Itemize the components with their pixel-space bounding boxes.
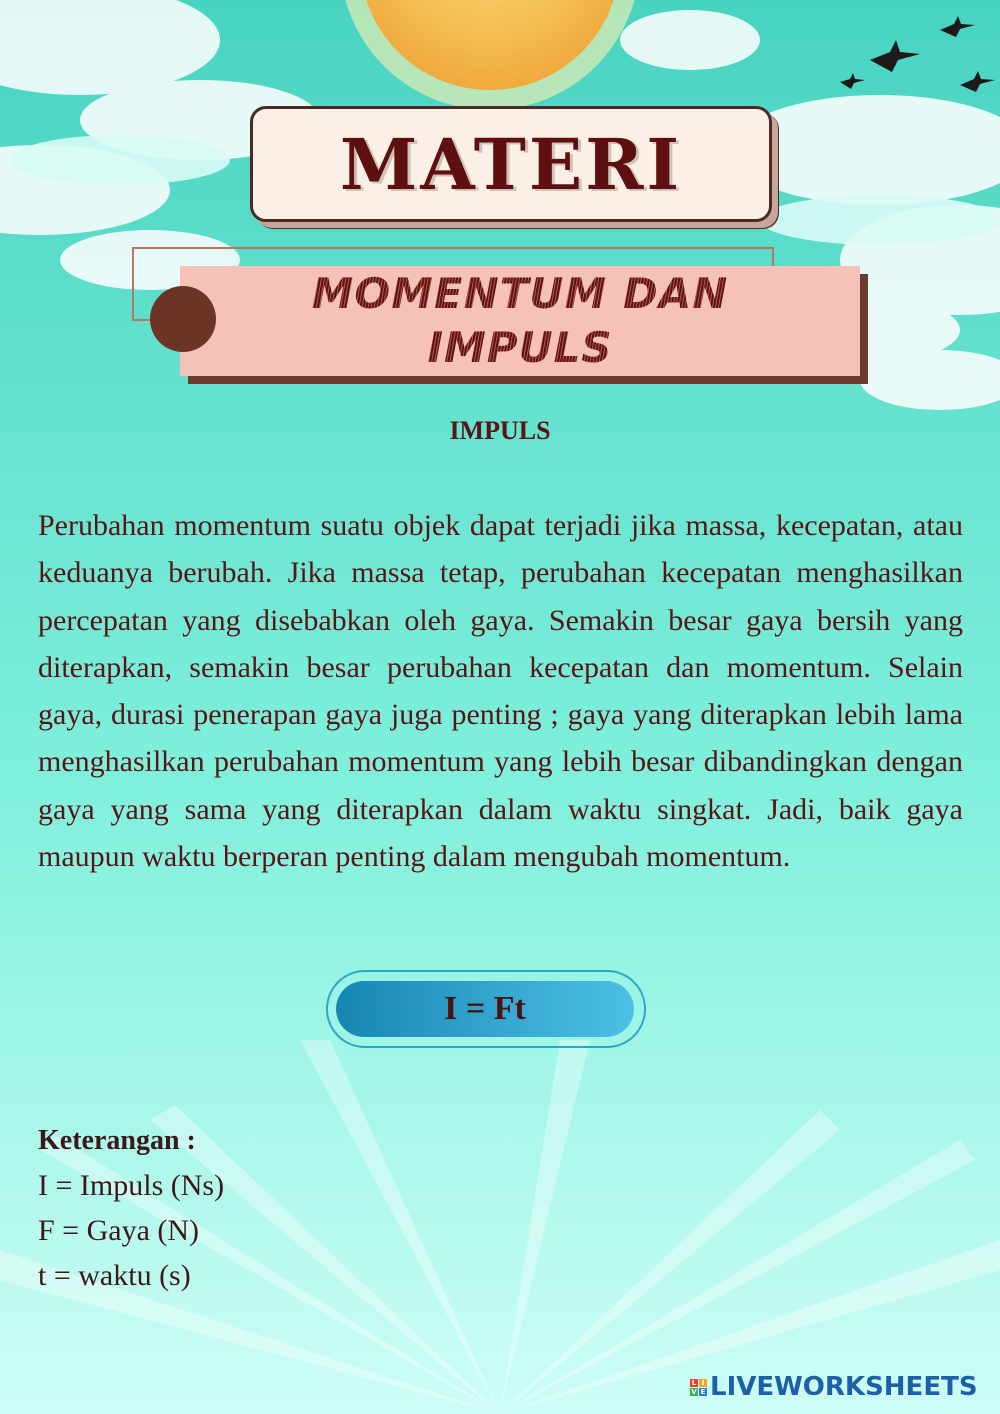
legend-item: F = Gaya (N) <box>38 1214 200 1247</box>
liveworksheets-logo-icon: L I V E <box>691 1378 706 1396</box>
watermark-text: LIVEWORKSHEETS <box>710 1372 978 1402</box>
body-paragraph: Perubahan momentum suatu objek dapat terjadi jika massa, kecepatan, atau keduanya berubah. Jika massa tetap, perubahan kecepatan menghasilkan percepatan yang disebabkan oleh gaya. Semakin besar gaya bersih yang diterapkan, semakin besar perubahan kecepatan dan momentum. Selain gaya, durasi penerapan gaya juga penting ; gaya yang diterapkan lebih lama menghasilkan perubahan momentum yang lebih besar dibandingkan dengan gaya yang sama yang diterapkan dalam waktu singkat. Jadi, baik gaya maupun waktu berperan penting dalam mengubah momentum. <box>38 509 963 874</box>
subtitle <box>260 267 780 375</box>
subtitle-line-1: MOMENTUM DAN <box>311 269 729 318</box>
formula-text: I = Ft <box>444 990 526 1027</box>
title-box <box>250 106 772 222</box>
decorative-dot <box>150 286 216 352</box>
legend-item: t = waktu (s) <box>38 1259 191 1292</box>
page-title: MATERI <box>339 122 683 206</box>
legend-item: I = Impuls (Ns) <box>38 1169 225 1202</box>
subtitle-box <box>180 266 860 376</box>
formula-box <box>336 981 634 1037</box>
legend-title: Keterangan : <box>38 1125 196 1156</box>
legend <box>38 1118 224 1298</box>
watermark[interactable] <box>690 1372 978 1402</box>
section-heading: IMPULS <box>449 416 551 445</box>
subtitle-line-2: IMPULS <box>427 323 613 372</box>
